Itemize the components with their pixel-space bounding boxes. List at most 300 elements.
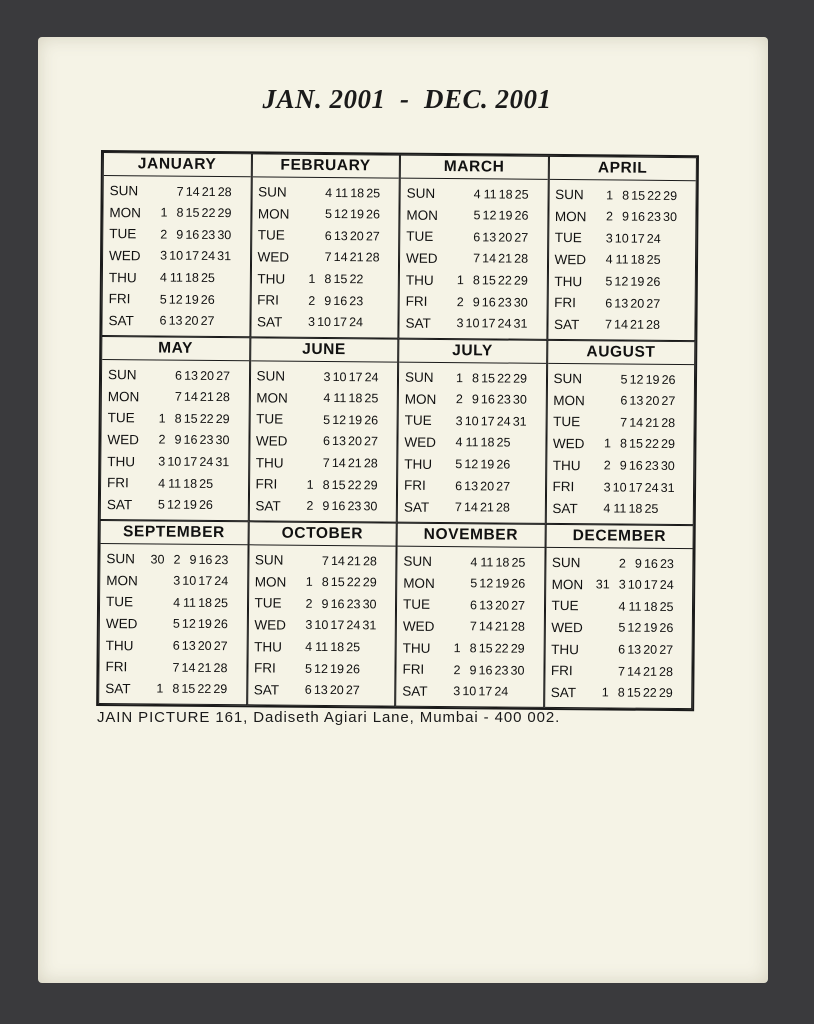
date-cell: 20 — [498, 230, 513, 245]
date-cell — [676, 253, 692, 267]
date-cell — [527, 372, 543, 386]
date-list — [150, 411, 246, 426]
date-cell — [147, 660, 163, 674]
date-list — [147, 660, 243, 675]
date-cell: 10 — [314, 618, 329, 633]
date-list — [297, 554, 393, 569]
date-cell — [230, 390, 246, 404]
date-cell — [510, 501, 526, 515]
date-cell — [229, 434, 245, 448]
month-name: AUGUST — [548, 341, 695, 365]
date-cell: 9 — [472, 294, 480, 309]
date-cell — [379, 316, 395, 330]
date-cell — [445, 576, 461, 590]
weekday-name: THU — [255, 454, 284, 471]
weekday-name: SUN — [107, 367, 137, 383]
date-list — [300, 250, 396, 265]
weekday-name: TUE — [404, 413, 432, 429]
date-cell: 21 — [349, 250, 364, 265]
date-cell — [213, 477, 229, 491]
date-cell — [377, 500, 393, 514]
date-cell — [526, 501, 542, 515]
date-list — [448, 295, 544, 310]
date-cell: 1 — [305, 575, 313, 590]
date-cell — [674, 557, 690, 571]
date-cell: 8 — [469, 641, 477, 656]
date-cell: 25 — [214, 595, 229, 611]
date-cell — [380, 251, 396, 265]
date-cell — [227, 682, 243, 696]
month-name: JULY — [399, 340, 546, 364]
weekday-name: SAT — [553, 316, 580, 332]
date-cell — [526, 479, 542, 493]
date-cell: 16 — [628, 458, 643, 473]
date-cell: 22 — [644, 437, 660, 452]
calendar-title: JAN. 2001 - DEC. 2001 — [262, 84, 552, 114]
weekday-row — [552, 477, 690, 498]
date-cell: 21 — [197, 660, 212, 675]
date-cell — [528, 274, 544, 288]
weekday-row — [405, 367, 543, 388]
date-cell: 1 — [603, 436, 612, 451]
date-list — [595, 372, 691, 387]
date-cell: 23 — [346, 597, 361, 612]
date-cell — [528, 295, 544, 309]
publisher-footer: JAIN PICTURE 161, Dadiseth Agiari Lane, Mumbai - 400 002. — [97, 709, 561, 726]
weekday-row — [405, 411, 543, 432]
weekday-row — [108, 365, 246, 386]
weekday-row — [555, 228, 693, 249]
weekday-name: THU — [402, 640, 431, 656]
weekday-name: TUE — [105, 594, 134, 610]
date-cell: 15 — [481, 371, 496, 386]
weekday-name: WED — [406, 250, 438, 266]
date-cell — [148, 638, 164, 652]
date-cell: 1 — [308, 271, 316, 286]
month-january — [101, 152, 251, 337]
weekday-row — [554, 271, 692, 292]
date-list — [148, 595, 244, 610]
date-cell: 18 — [184, 270, 199, 285]
date-cell: 3 — [455, 414, 463, 429]
date-cell — [676, 275, 692, 289]
date-cell — [150, 390, 166, 404]
date-cell: 5 — [323, 412, 331, 427]
weekday-name: THU — [404, 456, 433, 472]
date-cell: 5 — [605, 274, 613, 289]
weekday-name: FRI — [402, 661, 425, 677]
weekday-name: SAT — [253, 682, 280, 698]
date-cell: 15 — [183, 411, 198, 426]
weekday-row — [403, 595, 541, 616]
date-cell: 11 — [333, 391, 347, 406]
date-cell: 2 — [160, 227, 168, 242]
weekday-name: TUE — [402, 597, 431, 613]
date-list — [298, 477, 394, 492]
month-days — [548, 180, 696, 340]
date-cell: 22 — [197, 682, 212, 697]
date-list — [448, 208, 544, 223]
date-cell: 26 — [346, 661, 361, 676]
date-cell: 13 — [184, 368, 199, 383]
month-days — [545, 548, 693, 708]
date-cell: 24 — [644, 480, 659, 495]
date-cell — [673, 600, 689, 614]
date-cell: 6 — [324, 228, 332, 243]
month-march — [398, 155, 548, 340]
date-cell — [227, 661, 243, 675]
date-cell: 31 — [595, 577, 610, 592]
date-cell: 1 — [158, 411, 166, 426]
date-cell — [376, 597, 392, 611]
date-cell: 14 — [478, 619, 493, 634]
date-cell — [525, 556, 541, 570]
weekday-name: SUN — [553, 371, 583, 387]
date-list — [593, 664, 689, 679]
date-cell: 6 — [473, 230, 481, 245]
date-cell — [300, 207, 316, 221]
date-cell: 15 — [333, 272, 348, 287]
date-list — [444, 663, 540, 678]
date-cell: 30 — [512, 392, 527, 408]
date-cell: 26 — [496, 457, 511, 472]
date-list — [298, 456, 394, 471]
date-list — [149, 433, 245, 448]
date-cell: 24 — [659, 578, 674, 593]
date-cell: 7 — [604, 317, 613, 332]
weekday-name: FRI — [107, 475, 129, 491]
date-list — [593, 685, 689, 700]
calendar-grid — [96, 150, 699, 711]
date-list — [147, 682, 243, 697]
month-days — [101, 360, 249, 520]
date-cell: 20 — [349, 229, 364, 244]
date-cell — [526, 458, 542, 472]
weekday-row — [257, 290, 395, 311]
date-cell: 14 — [330, 553, 345, 568]
date-cell: 30 — [662, 210, 677, 225]
month-days — [99, 544, 247, 704]
date-cell: 28 — [510, 620, 525, 635]
weekday-name: TUE — [406, 229, 434, 245]
date-cell: 17 — [185, 249, 200, 264]
date-list — [597, 188, 693, 203]
weekday-row — [257, 312, 395, 333]
date-cell — [675, 394, 691, 408]
date-cell: 8 — [174, 411, 182, 426]
date-cell — [363, 272, 379, 286]
weekday-row — [256, 474, 394, 495]
date-cell: 19 — [330, 661, 345, 676]
date-cell — [593, 642, 609, 656]
date-cell: 19 — [498, 208, 513, 223]
date-cell: 25 — [659, 599, 674, 614]
date-cell — [528, 209, 544, 223]
date-cell: 5 — [172, 617, 180, 632]
date-list — [149, 454, 245, 469]
weekday-row — [553, 390, 691, 411]
date-cell: 23 — [497, 295, 512, 310]
date-cell: 27 — [345, 683, 360, 698]
date-list — [449, 187, 545, 202]
date-cell: 18 — [643, 599, 658, 614]
date-cell — [297, 554, 313, 568]
date-cell: 4 — [173, 595, 181, 610]
date-cell: 30 — [363, 499, 378, 514]
date-cell: 11 — [480, 555, 494, 570]
date-cell: 15 — [181, 681, 196, 696]
date-cell: 11 — [615, 252, 629, 268]
weekday-row — [255, 572, 393, 593]
weekday-row — [256, 409, 394, 430]
weekday-name: WED — [551, 619, 583, 636]
date-cell: 9 — [321, 596, 329, 611]
date-cell: 30 — [513, 295, 528, 310]
weekday-name: FRI — [257, 292, 280, 308]
date-cell: 31 — [660, 480, 675, 495]
date-list — [300, 207, 396, 222]
date-cell: 31 — [362, 618, 377, 633]
weekday-name: MON — [404, 391, 437, 407]
date-cell: 9 — [324, 293, 332, 308]
date-cell: 7 — [454, 500, 462, 515]
weekday-row — [107, 494, 245, 515]
date-cell — [660, 275, 676, 289]
date-cell: 21 — [201, 184, 216, 199]
weekday-name: THU — [554, 273, 583, 289]
date-cell: 26 — [511, 576, 526, 592]
weekday-name: FRI — [105, 659, 128, 675]
weekday-row — [108, 408, 246, 429]
weekday-row — [107, 430, 245, 451]
date-cell: 28 — [362, 554, 377, 569]
date-cell: 20 — [645, 394, 660, 409]
date-cell: 4 — [455, 435, 463, 450]
weekday-row — [108, 386, 246, 407]
date-cell: 10 — [332, 369, 347, 384]
date-cell: 29 — [660, 437, 676, 452]
date-list — [594, 501, 690, 516]
date-cell — [525, 620, 541, 634]
date-cell: 21 — [645, 415, 660, 430]
date-cell: 10 — [182, 574, 197, 589]
date-cell: 29 — [217, 206, 232, 221]
date-cell: 28 — [363, 456, 378, 471]
date-cell: 7 — [473, 251, 481, 266]
weekday-row — [551, 617, 689, 638]
date-cell: 4 — [323, 391, 331, 406]
date-cell: 12 — [333, 207, 349, 222]
date-cell: 28 — [365, 250, 380, 265]
weekday-row — [406, 205, 544, 226]
month-days — [102, 176, 250, 336]
date-cell: 4 — [158, 476, 166, 491]
date-list — [148, 574, 244, 589]
date-list — [151, 292, 247, 307]
month-august — [545, 340, 695, 525]
date-cell — [380, 208, 396, 222]
date-list — [298, 434, 394, 449]
weekday-row — [405, 313, 543, 334]
weekday-name: MON — [107, 388, 140, 405]
weekday-name: SAT — [256, 314, 283, 330]
weekday-row — [551, 661, 689, 682]
date-cell: 21 — [643, 664, 658, 679]
date-cell: 29 — [513, 273, 528, 288]
weekday-row — [555, 206, 693, 227]
date-cell: 19 — [184, 292, 199, 307]
date-cell: 13 — [333, 228, 348, 244]
weekday-row — [404, 454, 542, 475]
date-cell — [660, 296, 676, 310]
date-cell: 7 — [620, 415, 628, 430]
weekday-name: WED — [105, 616, 138, 632]
weekday-name: FRI — [108, 291, 131, 307]
weekday-row — [109, 246, 247, 267]
date-list — [595, 394, 691, 409]
date-cell: 13 — [168, 313, 183, 328]
date-cell: 7 — [322, 455, 330, 471]
weekday-row — [255, 496, 393, 517]
date-cell — [232, 185, 248, 199]
date-cell: 12 — [168, 292, 183, 307]
date-cell: 1 — [456, 370, 464, 385]
date-cell: 6 — [304, 682, 312, 698]
weekday-row — [255, 550, 393, 571]
date-cell: 13 — [614, 296, 629, 311]
date-list — [150, 368, 246, 383]
weekday-row — [254, 658, 392, 679]
weekday-row — [258, 204, 396, 225]
date-cell — [231, 228, 247, 242]
date-cell: 28 — [495, 500, 510, 515]
date-cell — [448, 208, 464, 222]
weekday-row — [551, 596, 689, 617]
date-cell: 5 — [159, 292, 167, 307]
date-cell — [298, 413, 314, 427]
date-cell: 26 — [661, 372, 676, 387]
date-cell: 23 — [644, 458, 659, 473]
date-cell: 22 — [201, 206, 216, 221]
date-cell: 29 — [510, 641, 525, 656]
date-list — [297, 575, 393, 590]
month-may — [100, 336, 250, 521]
date-cell: 26 — [364, 413, 379, 428]
date-cell: 15 — [481, 273, 496, 288]
date-cell — [448, 252, 464, 266]
date-cell: 27 — [646, 296, 661, 311]
date-cell: 17 — [348, 369, 363, 385]
date-cell: 25 — [644, 501, 659, 517]
date-list — [596, 317, 692, 332]
weekday-name: WED — [254, 617, 286, 633]
weekday-row — [406, 248, 544, 269]
date-cell — [676, 297, 692, 311]
date-cell: 17 — [643, 578, 658, 593]
weekday-row — [258, 182, 396, 203]
date-cell: 6 — [618, 642, 626, 657]
month-days — [399, 179, 547, 339]
month-days — [396, 547, 544, 707]
date-cell: 7 — [174, 389, 182, 405]
date-cell: 20 — [329, 683, 344, 698]
date-cell — [300, 250, 316, 264]
date-cell: 22 — [647, 188, 662, 203]
weekday-name: MON — [109, 204, 142, 221]
date-cell — [675, 373, 691, 387]
date-cell: 3 — [173, 573, 181, 589]
date-cell: 18 — [630, 253, 645, 268]
date-cell: 24 — [364, 370, 379, 385]
date-cell: 9 — [619, 458, 627, 473]
date-cell — [298, 391, 314, 405]
month-april — [547, 156, 697, 341]
weekday-name: SUN — [109, 183, 139, 199]
date-cell: 21 — [494, 619, 509, 635]
weekday-row — [109, 289, 247, 310]
weekday-row — [257, 247, 395, 268]
date-cell: 30 — [510, 663, 525, 678]
date-cell — [525, 599, 541, 613]
date-cell — [675, 481, 691, 495]
date-cell: 12 — [629, 372, 644, 387]
weekday-name: THU — [108, 269, 137, 285]
date-cell: 18 — [183, 476, 198, 491]
date-cell: 18 — [350, 185, 365, 201]
date-cell: 25 — [511, 555, 526, 570]
date-list — [149, 476, 245, 491]
weekday-row — [106, 635, 244, 656]
date-list — [445, 619, 541, 634]
date-cell: 6 — [470, 598, 478, 613]
date-cell: 3 — [307, 314, 316, 330]
date-cell: 26 — [365, 207, 381, 222]
date-cell — [445, 598, 461, 612]
date-cell: 10 — [169, 249, 184, 264]
date-list — [597, 231, 693, 246]
date-list — [445, 641, 541, 656]
date-cell: 19 — [182, 497, 197, 513]
weekday-name: WED — [554, 251, 587, 268]
date-cell: 4 — [159, 270, 167, 285]
date-cell: 14 — [331, 456, 346, 471]
weekday-name: SAT — [402, 683, 428, 699]
weekday-name: SAT — [106, 496, 133, 512]
date-cell: 11 — [465, 435, 479, 450]
date-cell: 24 — [346, 618, 361, 633]
date-cell: 16 — [330, 596, 345, 612]
date-list — [151, 206, 247, 221]
date-cell — [300, 229, 316, 243]
date-cell — [363, 294, 379, 308]
date-cell — [360, 683, 376, 697]
date-cell: 3 — [160, 248, 168, 264]
date-cell: 4 — [603, 501, 611, 516]
date-list — [593, 621, 689, 636]
date-cell: 11 — [315, 639, 329, 655]
weekday-row — [552, 498, 690, 519]
date-cell — [148, 617, 164, 631]
weekday-name: WED — [404, 434, 437, 450]
weekday-name: FRI — [404, 477, 426, 493]
date-list — [297, 499, 393, 514]
date-list — [593, 642, 689, 657]
date-list — [150, 390, 246, 405]
date-list — [151, 249, 247, 264]
date-cell: 21 — [346, 553, 361, 569]
date-list — [446, 479, 542, 494]
weekday-row — [109, 202, 247, 223]
